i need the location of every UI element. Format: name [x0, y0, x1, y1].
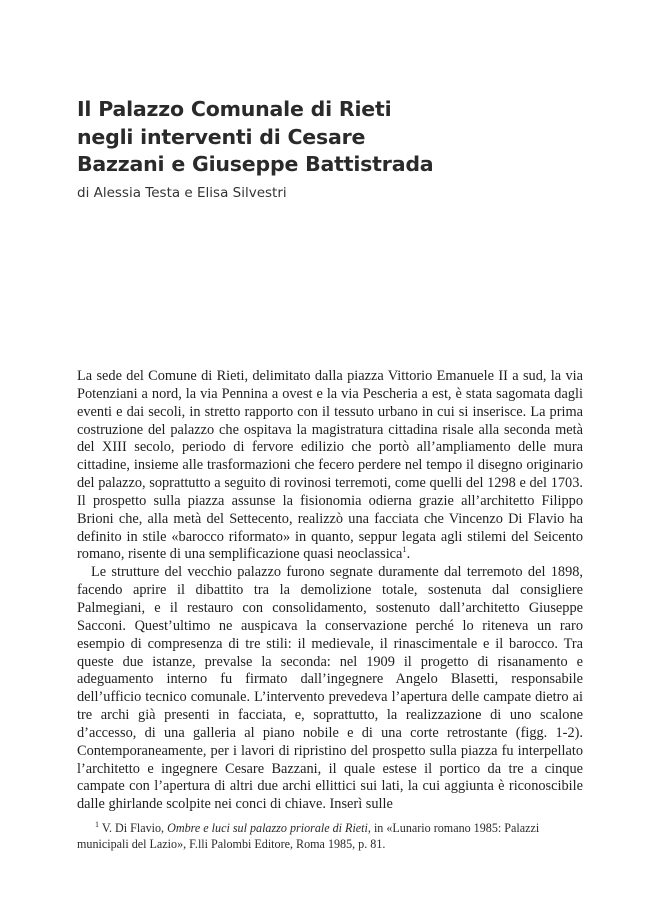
paragraph-text: La sede del Comune di Rieti, delimitato dalla piazza Vittorio Emanuele II a sud, la via Potenziani a nord, la via Pennina a ovest e la via Pescheria a est, è stata sagomata dagli eventi e dai secoli, in stretto rapporto con il tessuto urbano in cui si inserisce. La prima costruzione del palazzo che ospitava la magistratura cittadina risale alla seconda metà del XIII secolo, periodo di fervore edilizio che portò all’ampliamento delle mura cittadine, insieme alle trasformazioni che fecero perdere nel tempo il disegno originario del palazzo, soprattutto a seguito di rovinosi terremoti, come quelli del 1298 e del 1703. Il prospetto sulla piazza assunse la fisionomia odierna grazie all’architetto Filippo Brioni che, alla metà del Settecento, realizzò una facciata che Vincenzo Di Flavio ha definito in stile «barocco riformato» in quanto, seppur legata agli stilemi del Seicento romano, risente di una semplificazione quasi neoclassica	[77, 368, 583, 563]
body-paragraph	[77, 564, 583, 814]
article-title-line: Bazzani e Giuseppe Battistrada	[77, 152, 434, 176]
footnote-author: V. Di Flavio,	[101, 821, 165, 835]
body-paragraph: La sede del Comune di Rieti, delimitato dalla piazza Vittorio Emanuele II a sud, la via Potenziani a nord, la via Pennina a ovest e la via Pescheria a est, è stata sagomata dagli eventi e dai secoli, in stretto rapporto con il tessuto urbano in cui si inserisce. La prima costruzione del palazzo che ospitava la magistratura cittadina risale alla seconda metà del XIII secolo, periodo di fervore edilizio che portò all’ampliamento delle mura cittadine, insieme alle trasformazioni che fecero perdere nel tempo il disegno originario del palazzo, soprattutto a seguito di rovinosi terremoti, come quelli del 1298 e del 1703. Il prospetto sulla piazza assunse la fisionomia odierna grazie all’architetto Filippo Brioni che, alla metà del Settecento, realizzò una facciata che Vincenzo Di Flavio ha definito in stile «barocco riformato» in quanto, seppur legata agli stilemi del Seicento romano, risente di una semplificazione quasi neoclassica$^1$.	[77, 368, 583, 563]
body-text	[77, 368, 583, 814]
footnote-reference[interactable]: 1	[402, 544, 407, 555]
footnote-work-title: Ombre e luci sul palazzo priorale di Rieti	[167, 821, 368, 835]
article-title	[77, 96, 557, 179]
article-title-line: Il Palazzo Comunale di Rieti	[77, 97, 392, 121]
footnote-details: , in «Lunario romano 1985: Palazzi municipali del Lazio», F.lli Palombi Editore, Roma 1985, p. 81.	[77, 821, 540, 851]
article-byline: di Alessia Testa e Elisa Silvestri	[77, 185, 287, 201]
footnote	[77, 820, 583, 852]
paragraph-text: Le strutture del vecchio palazzo furono segnate duramente dal terremoto del 1898, facendo aprire il dibattito tra la demolizione totale, sostenuta dal consigliere Palmegiani, e il restauro con consolidamento, sostenuto dall’architetto Giuseppe Sacconi. Quest’ultimo ne auspicava la conservazione perché lo riteneva un raro esempio di compresenza di tre stili: il medievale, il rinascimentale e il barocco. Tra queste due istanze, prevalse la seconda: nel 1909 il progetto di risanamento e adeguamento interno fu firmato dall’ingegnere Angelo Blasetti, responsabile dell’ufficio tecnico comunale. L’intervento prevedeva l’apertura delle campate dietro ai tre archi già presenti in facciata, e, soprattutto, la realizzazione di uno scalone d’accesso, di una galleria al piano nobile e di una corte retrostante (figg. 1-2). Contemporaneamente, per i lavori di ripristino del prospetto sulla piazza fu interpellato l’architetto e ingegnere Cesare Bazzani, il quale estese il portico da tre a cinque campate con l’apertura di altri due archi ellittici sui lati, la cui aggiunta è riconoscibile dalle ghirlande scolpite nei conci di chiave. Inserì sulle	[77, 564, 583, 813]
article-title-line: negli interventi di Cesare	[77, 124, 366, 149]
footnote-number: 1	[95, 819, 99, 829]
